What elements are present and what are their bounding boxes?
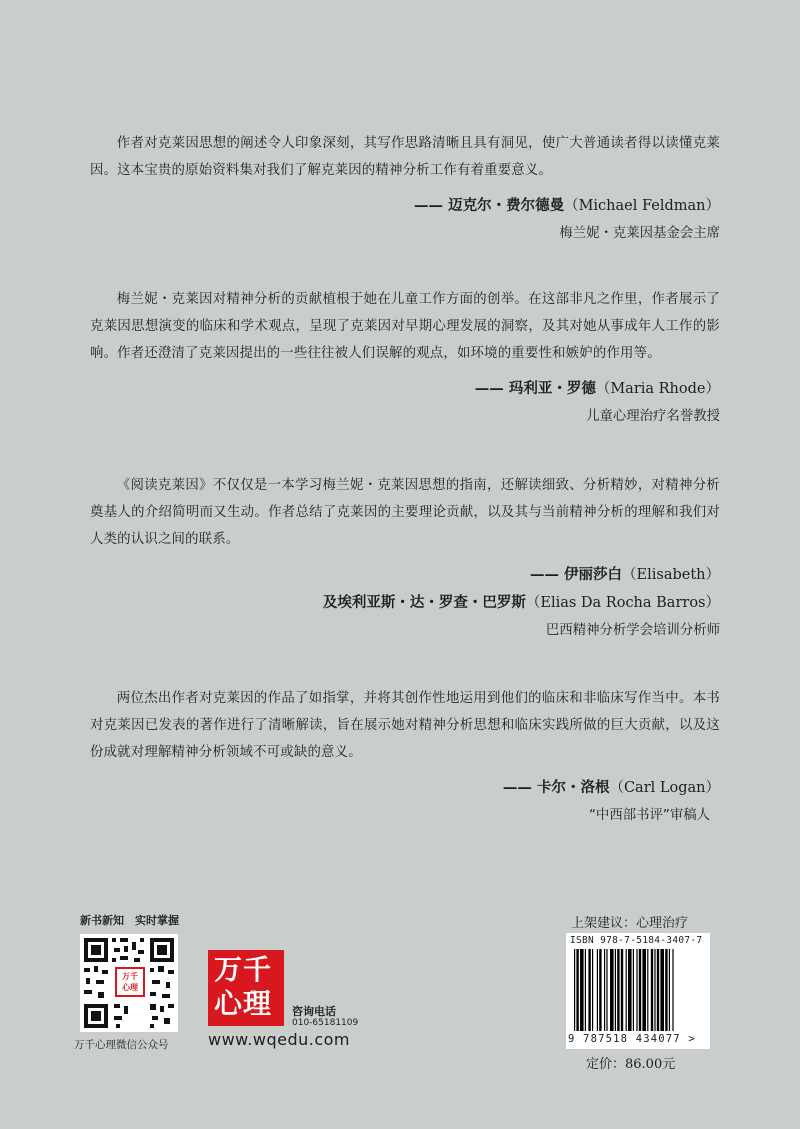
logo-line-2: 心理 [214,987,273,1020]
barcode-bar [592,949,593,1031]
review-3-author [90,561,720,589]
barcode-bar [610,949,614,1031]
review-4-role: “中西部书评”审稿人 [589,808,710,823]
barcode-bar [597,949,598,1031]
review-2-author [90,375,720,403]
barcode-bar [585,949,586,1031]
logo-line-1: 万千 [214,953,273,986]
barcode-bar [657,949,659,1031]
review-4-author-cn: —— 卡尔・洛根 [502,779,610,796]
barcode-bar [636,949,637,1031]
barcode-bar [651,949,653,1031]
review-2-role: 儿童心理治疗名誉教授 [586,409,720,424]
barcode-bar [660,949,664,1031]
barcode-bar [574,949,575,1031]
review-1-author-en: （Michael Feldman） [564,198,720,214]
consult-label: 咨询电话 [292,1005,336,1018]
review-4-text: 两位杰出作者对克莱因的作品了如指掌，并将其创作性地运用到他们的临床和非临床写作当中。本书对克莱因已发表的著作进行了清晰解读，旨在展示她对精神分析思想和临床实践所做的巨大贡献，以及这份成就对理解精神分析领域不可或缺的意义。 [90,691,720,760]
review-4-author-en: （Carl Logan） [609,780,720,796]
qr-badge: 万千心理 [122,972,138,992]
barcode-bar [672,949,673,1031]
barcode-bar [604,949,605,1031]
barcode-bar [639,949,641,1031]
review-1-author-cn: —— 迈克尔・费尔德曼 [414,197,565,214]
review-3-author2-cn: 及埃利亚斯・达・罗查・巴罗斯 [322,594,526,611]
shelf-suggestion: 上架建议：心理治疗 [571,916,689,931]
review-2-text: 梅兰妮・克莱因对精神分析的贡献植根于她在儿童工作方面的创举。在这部非凡之作里，作者展示了克莱因思想演变的临床和学术观点，呈现了克莱因对早期心理发展的洞察，及其对她从事成年人工作的影响。作者还澄清了克莱因提出的一些往往被人们误解的观点，如环境的重要性和嫉妒的作用等。 [90,292,720,361]
barcode-bar [621,949,623,1031]
barcode-bar [626,949,627,1031]
review-4-author [90,774,720,802]
isbn-top: ISBN 978-7-5184-3407-7 [570,935,703,946]
review-1 [90,130,720,247]
review-2 [90,286,720,430]
price: 定价：86.00元 [586,1057,676,1072]
barcode-bar [617,949,619,1031]
isbn-bottom: 9 787518 434077 > [568,1033,696,1045]
barcode-bar [654,949,655,1031]
review-1-role: 梅兰妮・克莱因基金会主席 [559,226,720,241]
review-2-author-cn: —— 玛利亚・罗德 [474,380,596,397]
barcode-icon [574,949,704,1031]
qr-heading: 新书新知 实时掌握 [80,914,179,927]
phone-number: 010-65181109 [292,1018,359,1028]
qr-code[interactable] [80,934,178,1032]
publisher-logo [208,950,284,1026]
barcode-bar [628,949,632,1031]
review-3-text: 《阅读克莱因》不仅仅是一本学习梅兰妮・克莱因思想的指南，还解读细致、分析精妙，对精神分析奠基人的介绍简明而又生动。作者总结了克莱因的主要理论贡献，以及其与当前精神分析的理解和我们对人类的认识之间的联系。 [90,478,720,547]
review-3-author-2 [90,589,720,617]
review-1-author [90,192,720,220]
barcode-bar [633,949,634,1031]
barcode-bar [580,949,584,1031]
barcode-bar [576,949,578,1031]
review-1-text: 作者对克莱因思想的阐述令人印象深刻，其写作思路清晰且具有洞见，使广大普通读者得以读懂克莱因。这本宝贵的原始资料集对我们了解克莱因的精神分析工作有着重要意义。 [90,136,720,178]
qr-caption: 万千心理微信公众号 [74,1039,169,1051]
review-3-author2-en: （Elias Da Rocha Barros） [525,595,720,611]
review-2-author-en: （Maria Rhode） [595,381,720,397]
barcode-bar [647,949,648,1031]
review-3 [90,472,720,644]
website-link[interactable]: www.wqedu.com [208,1030,351,1049]
review-3-author-cn: —— 伊丽莎白 [529,566,623,583]
barcode-bar [642,949,646,1031]
review-3-role: 巴西精神分析学会培训分析师 [545,623,720,638]
barcode-bar [665,949,667,1031]
barcode-bar [599,949,601,1031]
barcode-bar [615,949,616,1031]
barcode-bar [606,949,607,1031]
review-4 [90,685,720,829]
review-3-author-en: （Elisabeth） [622,567,720,583]
barcode [566,933,710,1049]
barcode-bar [588,949,590,1031]
barcode-bar [669,949,670,1031]
